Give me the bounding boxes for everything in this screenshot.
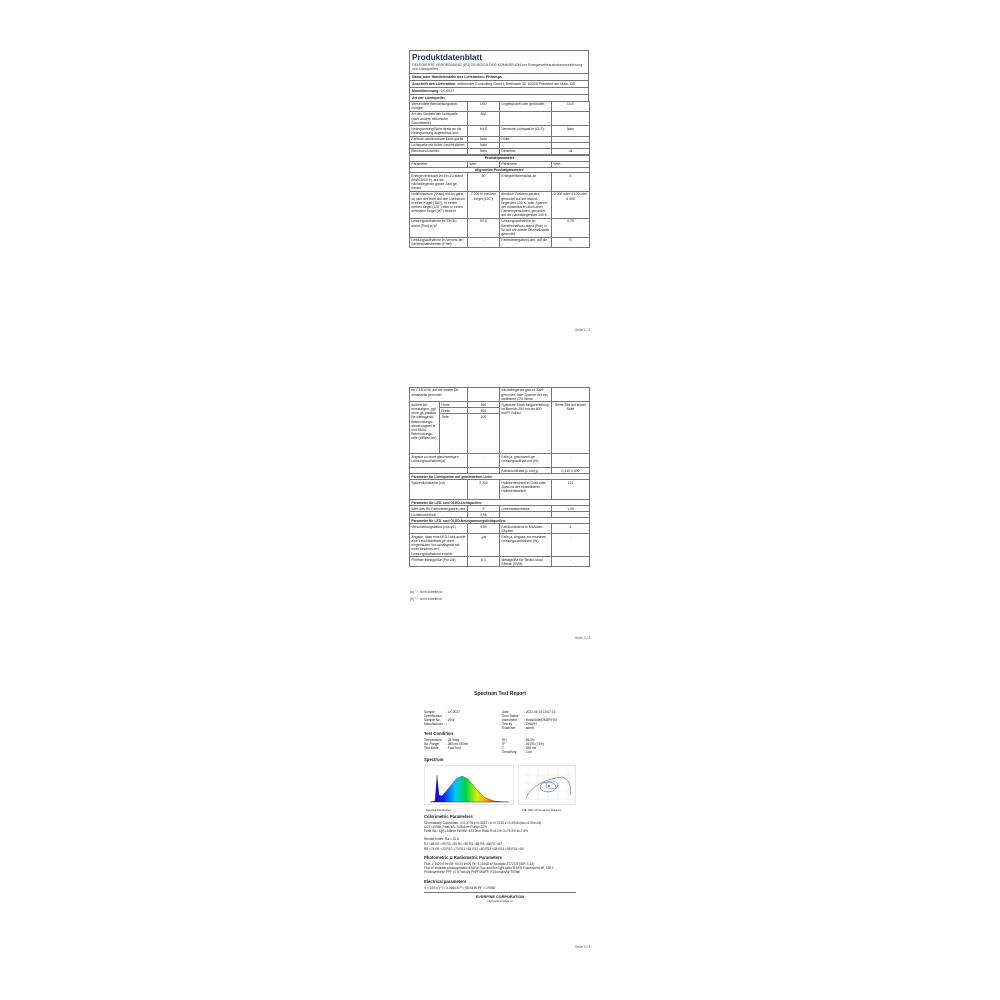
value-cell: LED <box>468 101 500 111</box>
cond-value: : 25.9deg <box>446 738 460 742</box>
param-cell: Verschiebungsfaktor (cos φ1) <box>410 524 468 534</box>
info-value: : admin <box>524 726 535 731</box>
render-index-row: R8 =75 R9 =23 R10 =73 R11 =81 R12 =80 R13 =85 R14 =98 R15 =80 <box>424 847 524 851</box>
test-condition-left <box>424 738 468 750</box>
value-cell: 0,70 <box>552 219 590 238</box>
model-value: LK-0037 <box>440 88 455 93</box>
info-key: Instrument <box>502 718 518 723</box>
value-cell: 110 <box>552 480 590 500</box>
param-cell: Farbwiedergabein-dex, auf die <box>500 237 552 247</box>
value-cell: 7 200 in brei-tem Kegel (120°) <box>468 192 500 219</box>
col-head-parameter: Parameter <box>410 161 468 167</box>
cond-key: IP <box>502 742 506 747</box>
info-value: : LK-0037 <box>446 710 460 714</box>
datasheet-page-1 <box>409 50 589 248</box>
param-cell: Messgröße für Strobo-skop-Effekte (SVM) <box>500 557 552 567</box>
company-url: http://www.everfine.cn <box>487 900 513 903</box>
param-cell: Hülle: <box>500 136 552 142</box>
value-cell: N/A <box>468 112 500 126</box>
value-cell <box>468 388 500 402</box>
col-head-value: Wert <box>552 161 590 167</box>
info-key: Sample No. <box>424 718 441 723</box>
value-cell: - <box>552 534 590 557</box>
test-condition-heading: Test Condition <box>424 731 453 736</box>
value-cell: 9 <box>468 506 500 512</box>
datasheet-page-2 <box>409 387 589 567</box>
info-key: Sum Status <box>502 714 519 719</box>
value-cell: -(a) <box>468 534 500 557</box>
param-cell: Dimmbar: <box>500 148 552 154</box>
info-value: : <box>446 722 447 727</box>
cond-key: Temperature <box>424 738 442 742</box>
cond-value: : 256 ms <box>524 746 537 751</box>
dimension-value: 650 <box>468 408 500 414</box>
param-cell: Farbkonsistenz in McAdam-Ellipsen <box>500 524 552 534</box>
param-cell: Flimmer-Messgröße (Pst LM) <box>410 557 468 567</box>
param-cell: Halbwertswinkel in Grad oder Span-ne der einstellbaren Halbwertswinkel <box>500 480 552 500</box>
value-cell: - <box>552 454 590 468</box>
general-params-heading: Allgemeine Produktparameter: <box>410 167 590 173</box>
photometric-line: Photosynthetic PPF 47.07umol/s PhPF/WATT: 0.22umol/s/W 700nm <box>424 870 521 874</box>
spectral-distribution-plot <box>424 765 514 805</box>
supplier-name-row <box>409 73 589 80</box>
param-cell: Leistungsaufnahme im Bereitschaftszu-stand (Psb) in W, auf die zweite Dezimal-stelle gerundet <box>500 219 552 238</box>
cond-key: WL Range <box>424 742 439 747</box>
datasheet-subtitle: DELEGIERTE VERORDNUNG (EU) 2019/2015 DER KOMMISSION zur Energieverbrauchskennzeichnung von Lichtquellen <box>412 63 583 72</box>
params-heading: Produktparameter <box>410 155 590 161</box>
value-cell: - <box>468 454 500 468</box>
dimension-value: 100 <box>468 414 500 454</box>
dimension-name: Breite <box>440 408 468 414</box>
type-row <box>410 112 590 126</box>
supplier-address-row <box>409 80 589 87</box>
type-row <box>410 126 590 136</box>
param-row <box>410 173 590 192</box>
value-cell: MLS <box>468 126 500 136</box>
param-cell: nächstliegende gan-ze Zahl gerundet, oder Spanne der ein-stellbaren CRI-Werte <box>500 388 552 402</box>
param-cell <box>500 112 552 126</box>
param-cell: Falls ja, Angabe zur ersetzten Leistungs-aufnahme (W) <box>500 534 552 557</box>
page-number: Seite 2 / 3 <box>575 636 591 640</box>
spectral-value: Siehe Bild auf letzter Seite <box>552 402 590 454</box>
param-row <box>410 237 590 247</box>
param-cell: Energieeffizienzklas-se <box>500 173 552 192</box>
render-index-row: R1 =86 R2 =90 R3 =99 R4 =80 R5 =85 R6 =86 R7 =87 <box>424 842 502 846</box>
param-cell: ähnliche Farbtem-peratur, gerundet auf die nächst-liegenden 100 K, oder Spanne der einstellbaren ähnli-chen Farbtempera-turen, gerundet auf die nächstliegenden 100 K <box>500 192 552 219</box>
colorimetric-line: Peak WL: 1(p)=448nm FWHM: 423.0nm Ratio:R=8.1% G=79.3% B=7.6% <box>424 829 528 833</box>
value-cell: 70 <box>552 237 590 247</box>
type-row <box>410 148 590 154</box>
value-cell: Nein <box>468 148 500 154</box>
value-cell: - <box>468 237 500 247</box>
cond-value: : Fast Test <box>446 746 461 751</box>
param-cell: Angabe, dass eine LED-Licht-quelle eine Leuchtstofflam-pe ohne eingebauten Vor-schaltgerät mit einer bestimm-ten Leistungsaufnahme ersetzt. <box>411 534 466 556</box>
param-cell: Vernetzte Lichtquel-le (CLS): <box>500 126 552 136</box>
value-cell: - <box>552 557 590 567</box>
param-cell: Nutzlichtstrom (Φuse) mit An-gabe, ob sich der Wert auf den Lichtstrom in einer Kugel (360°), in einem breiten Kegel (120°) oder in einem schmalen Kegel (90°) bezieht <box>410 192 468 219</box>
param-cell: Lichtstromerhalt <box>410 512 468 518</box>
electrical-line: V = 220.0 V I = 0.2660 A P = 58.63 W PF = 0.9980 <box>424 886 496 890</box>
test-condition-right <box>502 738 544 754</box>
colorimetric-line: Chromaticity Coordinate: x=0.3776 y=0.3657 / u'=0.2245 v'=0.4945 (duv=3.50e-03) <box>424 821 542 825</box>
value-cell: Nein <box>468 136 500 142</box>
param-cell: Blendschutzschild: <box>410 148 468 154</box>
param-cell: Leistungsaufnahme im Ein-Zu-stand (Pon) in W <box>410 219 468 238</box>
value-cell: 0,4 <box>468 557 500 567</box>
page-number: Seite 3 / 3 <box>575 945 591 949</box>
datasheet-header <box>409 50 589 73</box>
param-cell: Angabe zu einer gleichwertigen Leistungsaufnahme(a) <box>410 454 468 468</box>
directional-heading: Parameter für Lichtquellen mit gebündeltem Licht: <box>410 474 590 480</box>
cond-value: : 46490 (74%) <box>524 742 545 747</box>
info-value: : HaasSuite(DM3P/HS) <box>524 718 557 723</box>
colorimetric-heading: Colorimetric Parameters <box>424 814 473 819</box>
param-cell: Art des Sockels der Lichtquelle (oder andere elektrische Schnittstelle) <box>410 112 468 126</box>
dimensions-label: äußere Ab-messungen, ggf. ohne ge-parates Be-triebsgerät, Beleuchtungs-steuerungstei-le und Nicht-Beleuchtungs-teile (Millime-ter) <box>410 402 440 454</box>
footnote: (b) "-": nicht zutreffend; <box>410 597 443 601</box>
value-cell: 60.0 <box>468 219 500 238</box>
param-cell: Wert des R9-Farbwiedergabein-dex <box>410 506 468 512</box>
info-value: : ZHAPH <box>524 722 537 727</box>
page-number: Seite 1 / 3 <box>575 328 591 332</box>
supplier-address-value: elitemeder Consulting GmbH, Bettinastr 30, 60325 Frankfurt am Main, DE <box>457 81 575 86</box>
param-cell: Falls ja, gleichwerti-ge Leistungsaufnah-me (W) <box>500 454 552 468</box>
divider <box>424 892 576 893</box>
cond-key: Sensitivity <box>502 750 517 755</box>
info-key: Specification <box>424 714 443 719</box>
param-row <box>410 192 590 219</box>
cond-value: : 65.0% <box>524 738 535 742</box>
info-value: : <box>524 714 525 719</box>
value-cell: 2 200 <box>468 480 500 500</box>
param-cell: Energieverbrauch im Ein-Zu-stand (kWh/1000 h), auf die nächstliegende ganze Zahl ge-rundet <box>410 173 468 192</box>
col-head-parameter: Parameter <box>500 161 552 167</box>
render-index-heading: Render Index: Ra = 81.8 <box>424 837 459 841</box>
spectrum-report <box>420 688 580 928</box>
spectral-plot-caption: Spectral Distribution <box>426 808 452 812</box>
led-heading: Parameter für LED- und OLED-Lichtquellen: <box>410 500 590 506</box>
spectrum-heading: Spectrum <box>424 757 444 762</box>
type-label: Art der Lichtquelle: <box>412 95 445 100</box>
info-value: : 2022-05-19 10:07:13 <box>524 710 556 714</box>
info-right <box>502 710 557 730</box>
cond-key: Test Mode <box>424 746 439 751</box>
type-row <box>410 101 590 111</box>
param-cell: Farbisch abstimmbare Licht-quelle: <box>410 136 468 142</box>
supplier-name-label: Name oder Handelsmarke des Lieferanten: <box>412 74 485 79</box>
supplier-name-value: Philamps <box>485 74 502 79</box>
colorimetric-line: CCT=4095K Peak WL: 548.6nm Purity=22% <box>424 825 487 829</box>
value-cell: 60 <box>468 173 500 192</box>
model-label: Modellkennung: <box>412 88 440 93</box>
value-cell <box>552 112 590 126</box>
value-cell: 3 000 oder 4 100 oder 6 500 <box>552 192 590 219</box>
info-key: Date <box>502 710 509 714</box>
report-title: Spectrum Test Report <box>474 691 526 697</box>
col-head-value: Wert <box>468 161 500 167</box>
param-cell: Spitzenlichtstärke (cd) <box>410 480 468 500</box>
params-table <box>409 155 590 248</box>
params-table-continued <box>409 387 590 567</box>
cond-value: : Low <box>524 750 532 755</box>
value-cell: 0,430 0,400 <box>552 468 590 474</box>
value-cell: 1,00 <box>552 506 590 512</box>
footnote: (a) "-": nicht zutreffend; <box>410 590 443 594</box>
param-cell: Farbkoordinate (x und y) <box>500 468 552 474</box>
info-value: : 20W <box>446 718 455 723</box>
model-row <box>409 87 589 94</box>
info-key: Examiner <box>502 726 516 731</box>
info-left <box>424 710 460 726</box>
spectral-label: Spektrale Strah-lungsverteilung im Bereich 250 nm bis 800 nm/Fl Vollast <box>500 402 552 454</box>
photometric-line: Flux of smallest photosynthetic:6.08 W Flux and flux light ratio: 8.93% Fluorescent eff: 135.1 <box>424 866 554 870</box>
electrical-heading: Electrical parameters <box>424 879 467 884</box>
value-cell: 5 <box>552 524 590 534</box>
param-cell: Lichtquelle mit hoher Leucht-dichte: <box>410 142 468 148</box>
param-row <box>410 219 590 238</box>
param-cell: Netzspannung/Nicht direkt an die Netzspannung angeschlos-sen: <box>410 126 468 136</box>
type-heading-row <box>409 94 589 101</box>
info-key: Sample <box>424 710 435 714</box>
dimension-name: Höhe <box>440 402 468 408</box>
company-name: EVERFINE CORPORATION <box>475 895 525 899</box>
cie-chromaticity-diagram <box>518 765 576 805</box>
photometric-line: Flux: 4 3020.0 lm Eff: 90.20 lm/W Fe: 4.11548 W Scotopic:37723.5 (S/P: 1.23) <box>424 862 535 866</box>
datasheet-title: Produktdatenblatt <box>412 53 483 62</box>
param-cell: Lebensdauerfaktor <box>500 506 552 512</box>
param-cell: Verwendete Beleuchtungstech-nologie: <box>410 101 468 111</box>
value-cell: Ja <box>552 148 590 154</box>
value-cell: 0,50 <box>468 524 500 534</box>
info-key: Manufacturer <box>424 722 443 727</box>
value-cell <box>552 388 590 402</box>
dimension-value: 650 <box>468 402 500 408</box>
value-cell: DLS <box>552 101 590 111</box>
param-cell: für CLS in W, auf die zweite De-zimalstelle gerundet <box>410 388 468 402</box>
cond-key: T <box>502 746 504 751</box>
param-cell: Ungebündelt oder gebündelt: <box>500 101 552 111</box>
value-cell: Nein <box>468 142 500 148</box>
info-key: Test by <box>502 722 513 727</box>
value-cell: Nein <box>552 126 590 136</box>
info-value: : <box>446 714 447 719</box>
value-cell: G <box>552 173 590 192</box>
value-cell: 0,96 <box>468 512 500 518</box>
value-cell: - <box>552 136 590 142</box>
mains-heading: Parameter für LED- und OLED-Netzspannungslichtquellen: <box>410 518 590 524</box>
photometric-heading: Photometric & Radiometric Parameters <box>424 855 502 860</box>
type-table <box>409 101 590 155</box>
cie-diagram-caption: CIE 1931 Chromaticity Diagram <box>522 808 562 812</box>
param-cell: Leistungsaufnahme im vernetz-ten Bereitschaftsbetrieb (Pnet) <box>410 237 468 247</box>
cond-key: RH <box>502 738 507 742</box>
cond-value: : 380nm-780nm <box>446 742 469 747</box>
supplier-address-label: Anschrift des Lieferanten: <box>412 81 457 86</box>
dimension-name: Tiefe <box>440 414 468 454</box>
